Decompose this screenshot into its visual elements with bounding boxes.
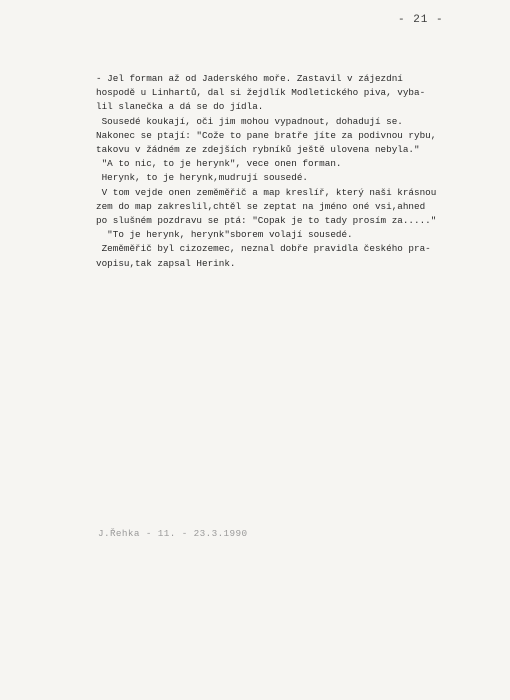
text-line: "To je herynk, herynk"sborem volají sousedé. xyxy=(96,229,353,241)
text-line: lil slanečka a dá se do jídla. xyxy=(96,101,264,113)
text-line: Zeměměřič byl cizozemec, neznal dobře pravidla českého pra- xyxy=(96,243,431,255)
text-line: Nakonec se ptají: "Cože to pane bratře jíte za podivnou rybu, xyxy=(96,129,437,141)
text-line: Herynk, to je herynk,mudrují sousedé. xyxy=(96,172,309,184)
text-line: zem do map zakreslil,chtěl se zeptat na jméno oné vsi,ahned xyxy=(96,200,426,212)
text-line: po slušném pozdravu se ptá: "Copak je to tady prosím za....." xyxy=(96,215,437,227)
body-text xyxy=(96,72,496,271)
text-line: vopisu,tak zapsal Herink. xyxy=(96,257,236,269)
text-line: "A to nic, to je herynk", vece onen forman. xyxy=(96,158,342,170)
text-line: takovu v žádném ze zdejších rybníků ještě ulovena nebyla." xyxy=(96,144,420,156)
text-line: - Jel forman až od Jaderského moře. Zastavil v zájezdní xyxy=(96,73,403,84)
text-line: hospodě u Linhartů, dal si žejdlík Modletického piva, vyba- xyxy=(96,87,426,99)
text-line: V tom vejde onen zeměměřič a map kreslíř, který naši krásnou xyxy=(96,186,437,198)
page-number: - 21 - xyxy=(398,14,444,26)
author-signature-line: J.Řehka - 11. - 23.3.1990 xyxy=(98,528,248,539)
text-line: Sousedé koukají, oči jim mohou vypadnout, dohadují se. xyxy=(96,115,403,127)
